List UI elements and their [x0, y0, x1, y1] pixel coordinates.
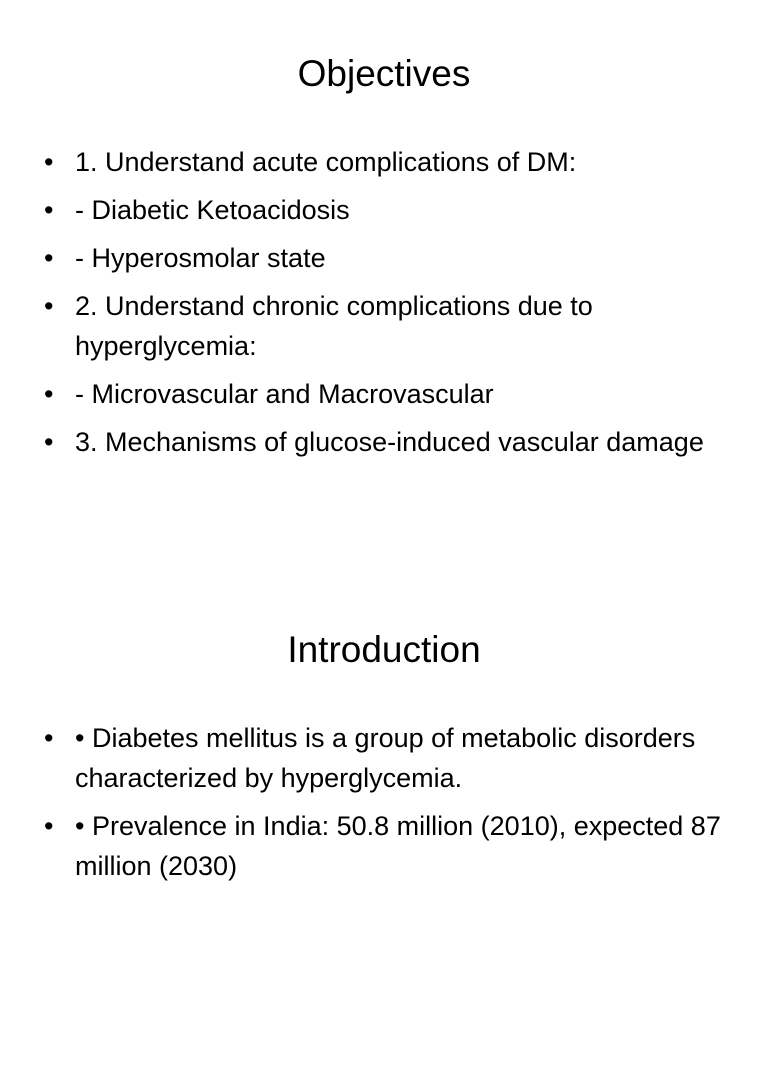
bullet-icon: •	[44, 427, 54, 457]
list-item-text: 1. Understand acute complications of DM:	[75, 147, 577, 177]
list-item	[44, 142, 724, 182]
bullet-icon: •	[44, 243, 54, 273]
objectives-list	[44, 142, 724, 470]
list-item	[44, 238, 724, 278]
objectives-slide	[0, 0, 768, 512]
list-item-text: - Microvascular and Macrovascular	[75, 379, 494, 409]
introduction-list	[44, 718, 724, 894]
bullet-icon: •	[44, 195, 54, 225]
slide-title: Introduction	[287, 629, 481, 670]
list-item-text: - Diabetic Ketoacidosis	[75, 195, 350, 225]
list-item	[44, 286, 724, 366]
list-item-text: • Prevalence in India: 50.8 million (2010), expected 87 million (2030)	[75, 811, 721, 881]
list-item-text: - Hyperosmolar state	[75, 243, 326, 273]
list-item-text: • Diabetes mellitus is a group of metabolic disorders characterized by hyperglycemia.	[75, 723, 696, 793]
bullet-icon: •	[44, 811, 54, 841]
bullet-icon: •	[44, 379, 54, 409]
list-item	[44, 806, 724, 886]
list-item-text: 3. Mechanisms of glucose-induced vascular damage	[75, 427, 704, 457]
bullet-icon: •	[44, 723, 54, 753]
list-item-text: 2. Understand chronic complications due to hyperglycemia:	[75, 291, 593, 361]
list-item	[44, 718, 724, 798]
bullet-icon: •	[44, 291, 54, 321]
slide-title: Objectives	[297, 53, 471, 94]
list-item	[44, 190, 724, 230]
bullet-icon: •	[44, 147, 54, 177]
list-item	[44, 422, 724, 462]
introduction-slide	[0, 576, 768, 1088]
list-item	[44, 374, 724, 414]
